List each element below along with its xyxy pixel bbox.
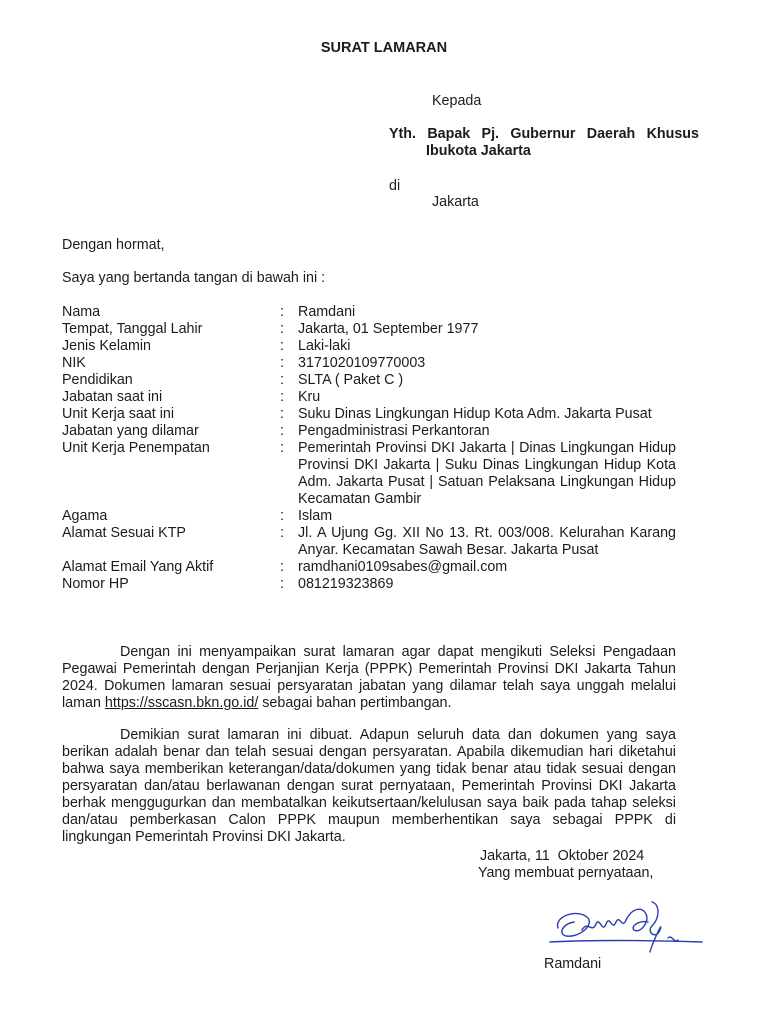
greeting: Dengan hormat, <box>62 237 165 253</box>
field-colon: : <box>280 576 284 592</box>
field-row-nama <box>62 304 676 321</box>
signer-name: Ramdani <box>544 956 602 972</box>
applicant-fields <box>62 304 676 593</box>
field-value: Kru <box>298 389 321 405</box>
field-row-jabatan-dilamar <box>62 423 676 440</box>
field-colon: : <box>280 389 284 405</box>
field-value: 3171020109770003 <box>298 355 426 371</box>
field-row-alamat-ktp <box>62 525 676 559</box>
intro-sentence: Saya yang bertanda tangan di bawah ini : <box>62 270 326 286</box>
paragraph-declaration <box>62 727 676 846</box>
field-colon: : <box>280 355 284 371</box>
field-value: 081219323869 <box>298 576 394 592</box>
field-value: Jakarta, 01 September 1977 <box>298 321 479 337</box>
field-label: NIK <box>62 355 86 371</box>
field-colon: : <box>280 338 284 354</box>
recipient-line-2: Ibukota Jakarta <box>426 143 531 159</box>
field-value: Islam <box>298 508 333 524</box>
field-row-jenis-kelamin <box>62 338 676 355</box>
field-label: Jabatan saat ini <box>62 389 163 405</box>
field-row-pendidikan <box>62 372 676 389</box>
field-label: Unit Kerja saat ini <box>62 406 175 422</box>
field-colon: : <box>280 423 284 439</box>
field-value: Pemerintah Provinsi DKI Jakarta | Dinas Lingkungan Hidup Provinsi DKI Jakarta | Suku Dinas Lingkungan Hidup Kota Adm. Jakarta Pusat | Satuan Pelaksana Lingkungan Hidup Kecamatan Gambir <box>298 440 676 507</box>
field-row-jabatan-saat-ini <box>62 389 676 406</box>
paragraph-1-tail: sebagai bahan pertimbangan. <box>258 695 452 711</box>
field-value: Ramdani <box>298 304 356 320</box>
letter-title: SURAT LAMARAN <box>320 40 448 56</box>
signature-icon <box>548 900 704 956</box>
field-label: Jabatan yang dilamar <box>62 423 199 439</box>
field-value: Suku Dinas Lingkungan Hidup Kota Adm. Jakarta Pusat <box>298 406 652 422</box>
field-row-nik <box>62 355 676 372</box>
address-di: di <box>389 178 401 194</box>
field-label: Nama <box>62 304 101 320</box>
field-row-nomor-hp <box>62 576 676 593</box>
recipient <box>389 126 699 160</box>
place-date: Jakarta, 11 Oktober 2024 <box>480 848 645 864</box>
field-label: Agama <box>62 508 108 524</box>
field-label: Alamat Sesuai KTP <box>62 525 186 541</box>
field-row-agama <box>62 508 676 525</box>
field-colon: : <box>280 440 284 456</box>
address-to: Kepada <box>432 93 482 109</box>
field-label: Unit Kerja Penempatan <box>62 440 210 456</box>
field-label: Pendidikan <box>62 372 133 388</box>
field-label: Alamat Email Yang Aktif <box>62 559 214 575</box>
field-value: Laki-laki <box>298 338 351 354</box>
statement-maker: Yang membuat pernyataan, <box>478 865 654 881</box>
field-row-email <box>62 559 676 576</box>
paragraph-1-text: Dengan ini menyampaikan surat lamaran agar dapat mengikuti Seleksi Pengadaan Pegawai Pemerintah dengan Perjanjian Kerja (PPPK) Pemerintah Provinsi DKI Jakarta Tahun 2024. Dokumen lamaran sesuai persyaratan jabatan yang dilamar telah saya unggah melalui laman <box>62 644 676 711</box>
field-value: ramdhani0109sabes@gmail.com <box>298 559 508 575</box>
paragraph-2-text: Demikian surat lamaran ini dibuat. Adapun seluruh data dan dokumen yang saya berikan adalah benar dan telah sesuai dengan persyaratan. Apabila dikemudian hari diketahui bahwa saya memberikan keterangan/data/dokumen yang tidak benar atau tidak sesuai dengan persyaratan dan/atau berlawanan dengan surat pernyataan, Pemerintah Provinsi DKI Jakarta berhak menggugurkan dan membatalkan keikutsertaan/kelulusan saya baik pada tahap seleksi dan/atau pemberkasan Calon PPPK maupun memberhentikan saya sebagai PPPK di lingkungan Pemerintah Provinsi DKI Jakarta. <box>62 727 676 845</box>
field-colon: : <box>280 304 284 320</box>
field-colon: : <box>280 321 284 337</box>
field-value: Pengadministrasi Perkantoran <box>298 423 490 439</box>
field-row-unit-kerja-saat-ini <box>62 406 676 423</box>
address-city: Jakarta <box>432 194 479 210</box>
paragraph-application <box>62 644 676 712</box>
field-label: Jenis Kelamin <box>62 338 151 354</box>
field-row-unit-kerja-penempatan <box>62 440 676 508</box>
field-colon: : <box>280 559 284 575</box>
field-value: Jl. A Ujung Gg. XII No 13. Rt. 003/008. Kelurahan Karang Anyar. Kecamatan Sawah Besar. Jakarta Pusat <box>298 525 676 558</box>
field-row-tempat-tanggal-lahir <box>62 321 676 338</box>
field-colon: : <box>280 525 284 541</box>
field-colon: : <box>280 372 284 388</box>
field-label: Nomor HP <box>62 576 129 592</box>
recipient-line-1: Yth. Bapak Pj. Gubernur Daerah Khusus <box>389 126 699 142</box>
sscasn-link[interactable]: https://sscasn.bkn.go.id/ <box>104 695 259 711</box>
field-value: SLTA ( Paket C ) <box>298 372 404 388</box>
field-label: Tempat, Tanggal Lahir <box>62 321 203 337</box>
field-colon: : <box>280 508 284 524</box>
field-colon: : <box>280 406 284 422</box>
